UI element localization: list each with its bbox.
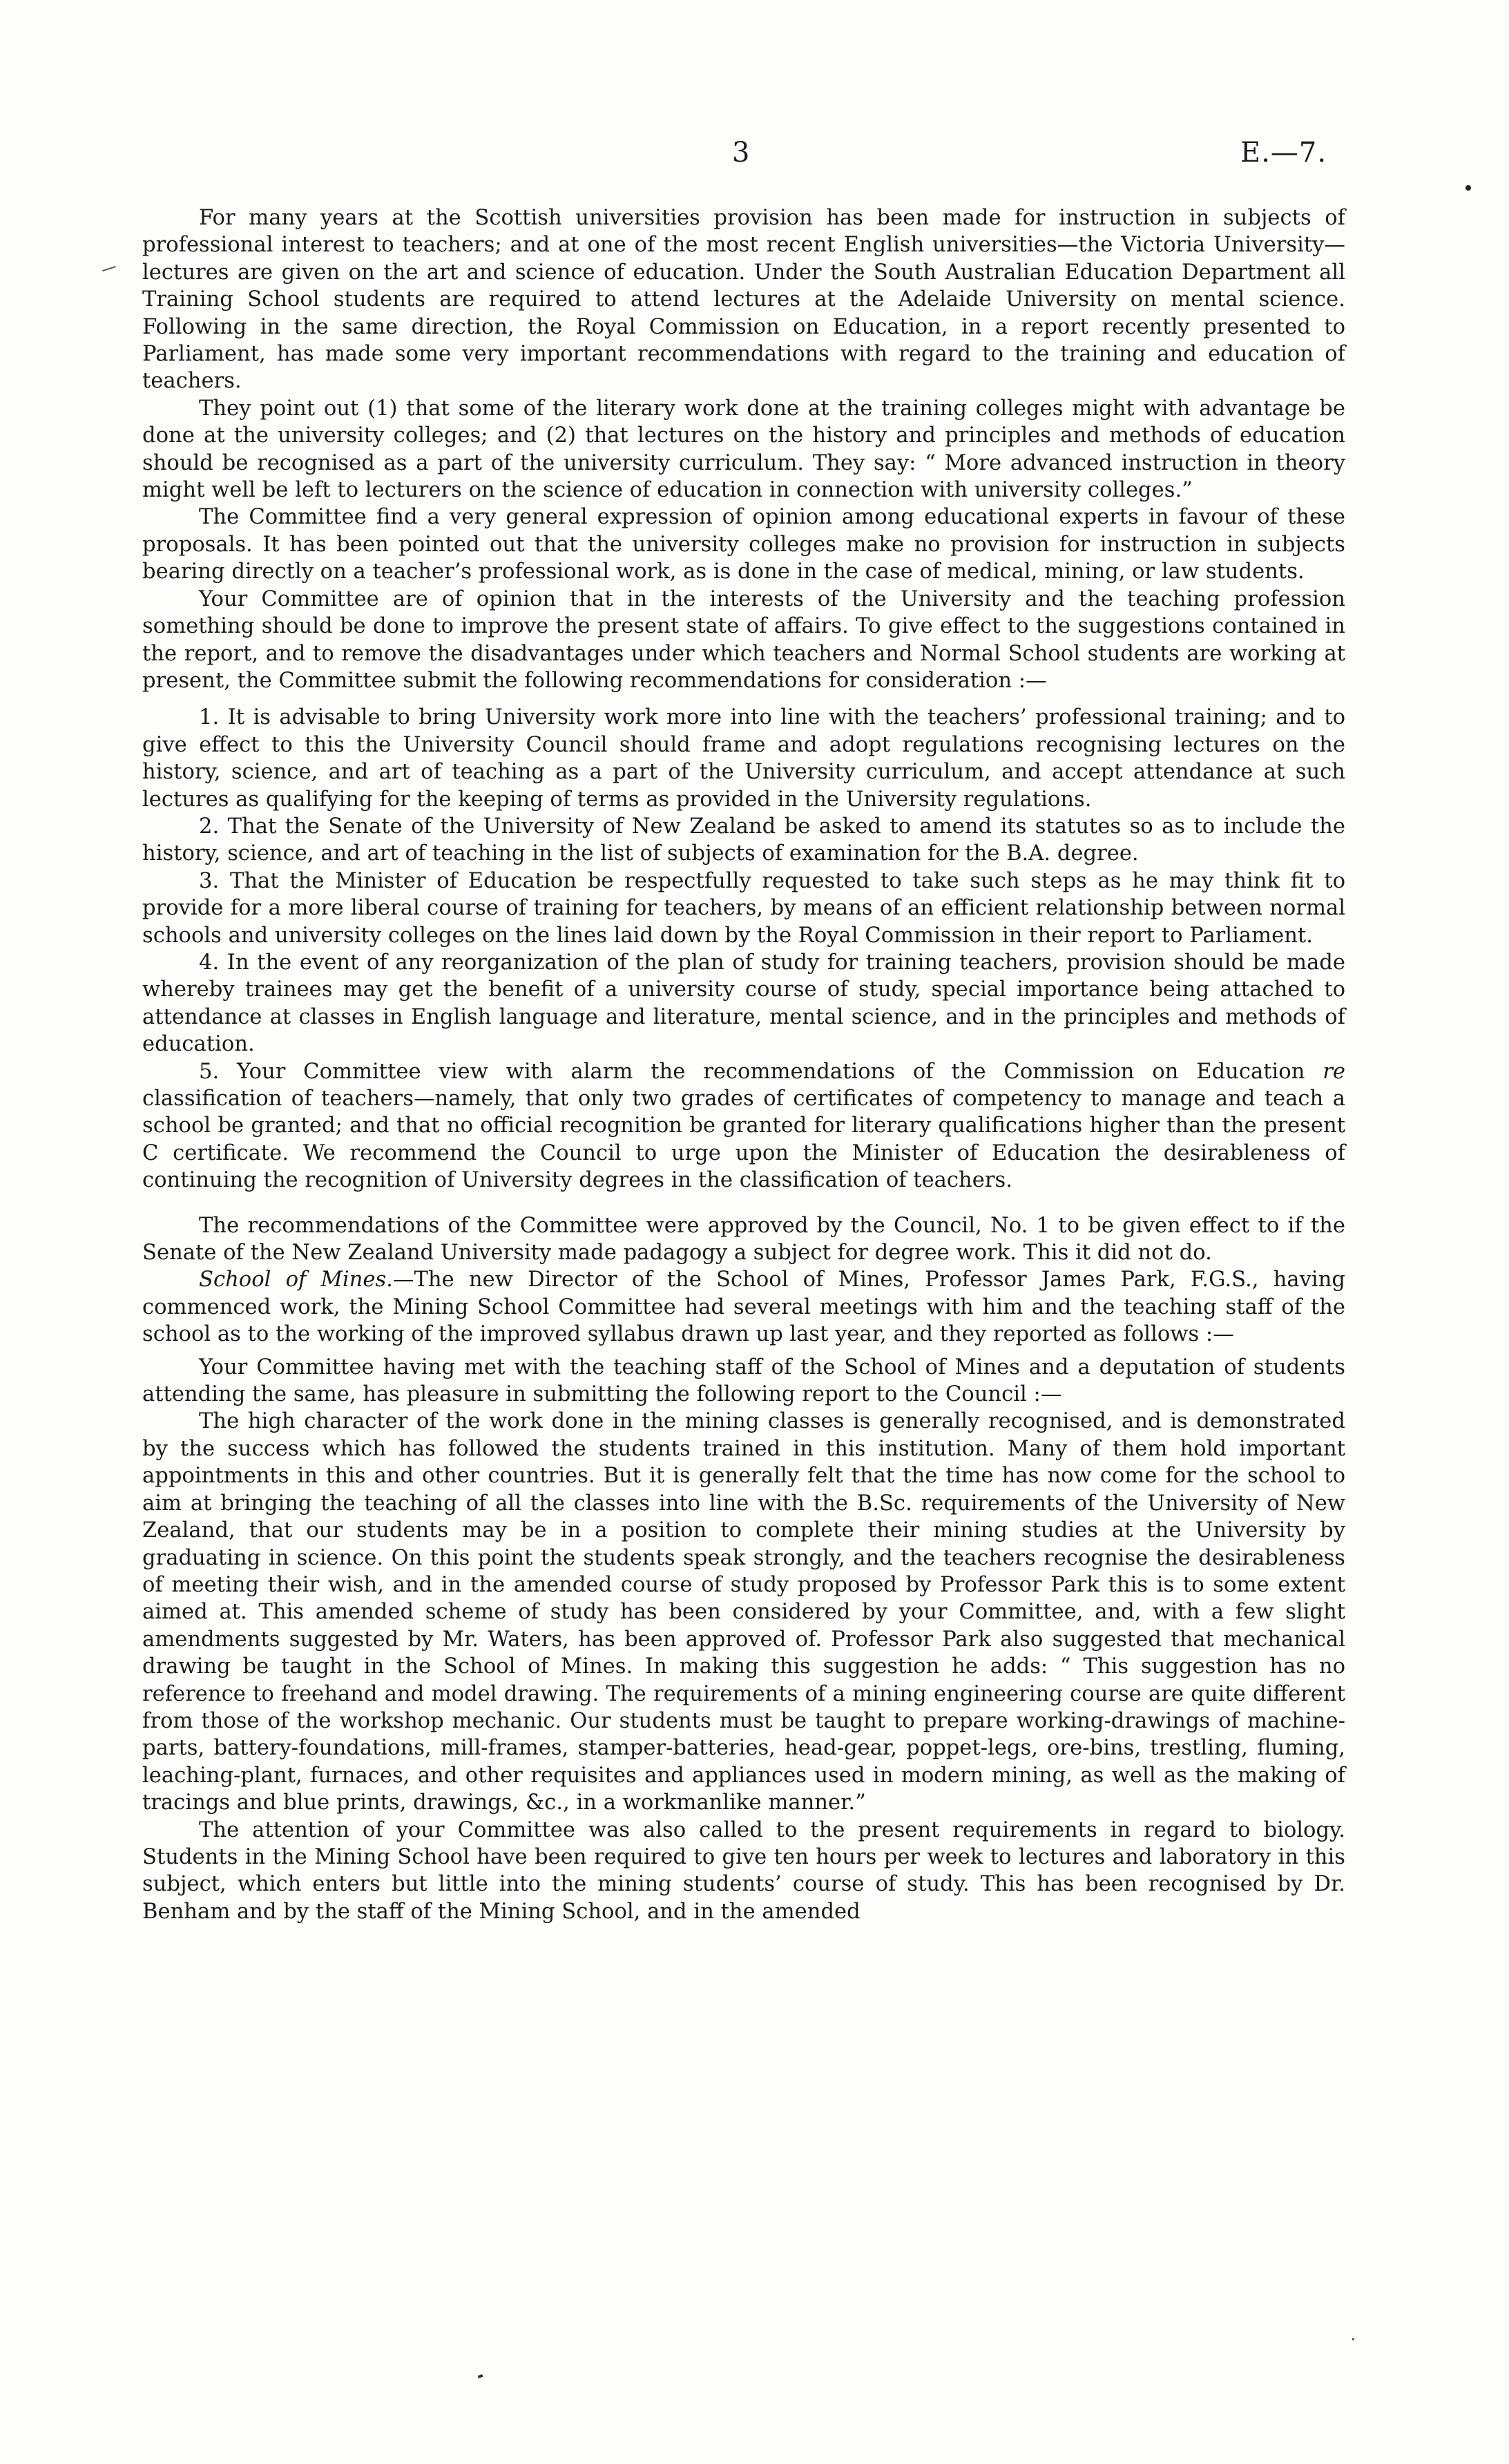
rec5-re: re: [1323, 1059, 1345, 1084]
rec5-text-b: classification of teachers—namely, that only two grades of certificates of competency to manage and teach a school be granted; and that no official recognition be granted for literary qualifications higher than the present C certificate. We recommend the Council to urge upon the Minister of Education the desirableness of continuing the recognition of University degrees in the classification of teachers.: [142, 1087, 1345, 1193]
margin-mark: [1465, 185, 1471, 191]
body-text: [142, 204, 1345, 1925]
document-reference: E.—7.: [1240, 137, 1327, 169]
section-heading: School of Mines.: [199, 1268, 393, 1292]
recommendation-item: 4. In the event of any reorganization of the plan of study for training teachers, provision should be made whereby trainees may get the benefit of a university course of study, special importance being attached to attendance at classes in English language and literature, mental science, and in the principles and methods of education.: [142, 950, 1345, 1057]
paragraph: The attention of your Committee was also called to the present requirements in regard to biology. Students in the Mining School have been required to give ten hours per week to lectures and laboratory in this subject, which enters but little into the mining students’ course of study. This has been recognised by Dr. Benham and by the staff of the Mining School, and in the amended: [142, 1817, 1345, 1924]
recommendation-item: 1. It is advisable to bring University work more into line with the teachers’ professional training; and to give effect to this the University Council should frame and adopt regulations recognising lectures on the history, science, and art of teaching as a part of the University curriculum, and accept attendance at such lectures as qualifying for the keeping of terms as provided in the University regulations.: [142, 705, 1345, 812]
rec5-text-a: 5. Your Committee view with alarm the recommendations of the Commission on Education: [199, 1059, 1305, 1084]
margin-mark: [1352, 2338, 1354, 2340]
paragraph: They point out (1) that some of the literary work done at the training colleges might with advantage be done at the university colleges; and (2) that lectures on the history and principles and methods of education should be recognised as a part of the university curriculum. They say: “ More advanced instruction in theory might well be left to lecturers on the science of education in connection with university colleges.”: [142, 396, 1345, 503]
paragraph: [142, 1266, 1345, 1348]
paragraph: The high character of the work done in the mining classes is generally recognised, and is demonstrated by the success which has followed the students trained in this institution. Many of them hold important appointments in this and other countries. But it is generally felt that the time has now come for the school to aim at bringing the teaching of all the classes into line with the B.Sc. requirements of the University of New Zealand, that our students may be in a position to complete their mining studies at the University by graduating in science. On this point the students speak strongly, and the teachers recognise the desirableness of meeting their wish, and in the amended course of study proposed by Professor Park this is to some extent aimed at. This amended scheme of study has been considered by your Committee, and, with a few slight amendments suggested by Mr. Waters, has been approved of. Professor Park also suggested that mechanical drawing be taught in the School of Mines. In making this suggestion he adds: “ This suggestion has no reference to freehand and model drawing. The requirements of a mining engineering course are quite different from those of the workshop mechanic. Our students must be taught to prepare working-drawings of machine-parts, battery-foundations, mill-frames, stamper-batteries, head-gear, poppet-legs, ore-bins, trestling, fluming, leaching-plant, furnaces, and other requisites and appliances used in modern mining, as well as the making of tracings and blue prints, drawings, &c., in a workmanlike manner.”: [142, 1409, 1345, 1815]
section-text: —The new Director of the School of Mines, Professor James Park, F.G.S., having commenced work, the Mining School Committee had several meetings with him and the teaching staff of the school as to the working of the improved syllabus drawn up last year, and they reported as follows :—: [142, 1268, 1345, 1347]
paragraph: For many years at the Scottish universities provision has been made for instruction in subjects of professional interest to teachers; and at one of the most recent English universities—the Victoria University—lectures are given on the art and science of education. Under the South Australian Education Department all Training School students are required to attend lectures at the Adelaide University on mental science. Following in the same direction, the Royal Commission on Education, in a report recently presented to Parliament, has made some very important recommendations with regard to the training and education of teachers.: [142, 206, 1345, 394]
margin-mark: [102, 266, 116, 271]
recommendation-item: [142, 1058, 1345, 1194]
recommendation-item: 2. That the Senate of the University of New Zealand be asked to amend its statutes so as to include the history, science, and art of teaching in the list of subjects of examination for the B.A. degree.: [142, 814, 1345, 866]
page-header: [0, 137, 1509, 178]
paragraph: Your Committee are of opinion that in the interests of the University and the teaching profession something should be done to improve the present state of affairs. To give effect to the suggestions contained in the report, and to remove the disadvantages under which teachers and Normal School students are working at present, the Committee submit the following recommendations for consideration :—: [142, 586, 1345, 693]
page-number: 3: [732, 137, 750, 169]
margin-mark: [478, 2374, 483, 2378]
recommendation-item: 3. That the Minister of Education be respectfully requested to take such steps as he may think fit to provide for a more liberal course of training for teachers, by means of an efficient relationship between normal schools and university colleges on the lines laid down by the Royal Commission in their report to Parliament.: [142, 868, 1345, 948]
paragraph: Your Committee having met with the teaching staff of the School of Mines and a deputation of students attending the same, has pleasure in submitting the following report to the Council :—: [142, 1355, 1345, 1407]
paragraph: The recommendations of the Committee were approved by the Council, No. 1 to be given effect to if the Senate of the New Zealand University made padagogy a subject for degree work. This it did not do.: [142, 1213, 1345, 1266]
paragraph: The Committee find a very general expression of opinion among educational experts in favour of these proposals. It has been pointed out that the university colleges make no provision for instruction in subjects bearing directly on a teacher’s professional work, as is done in the case of medical, mining, or law students.: [142, 505, 1345, 584]
recommendations-list: [142, 704, 1345, 1194]
